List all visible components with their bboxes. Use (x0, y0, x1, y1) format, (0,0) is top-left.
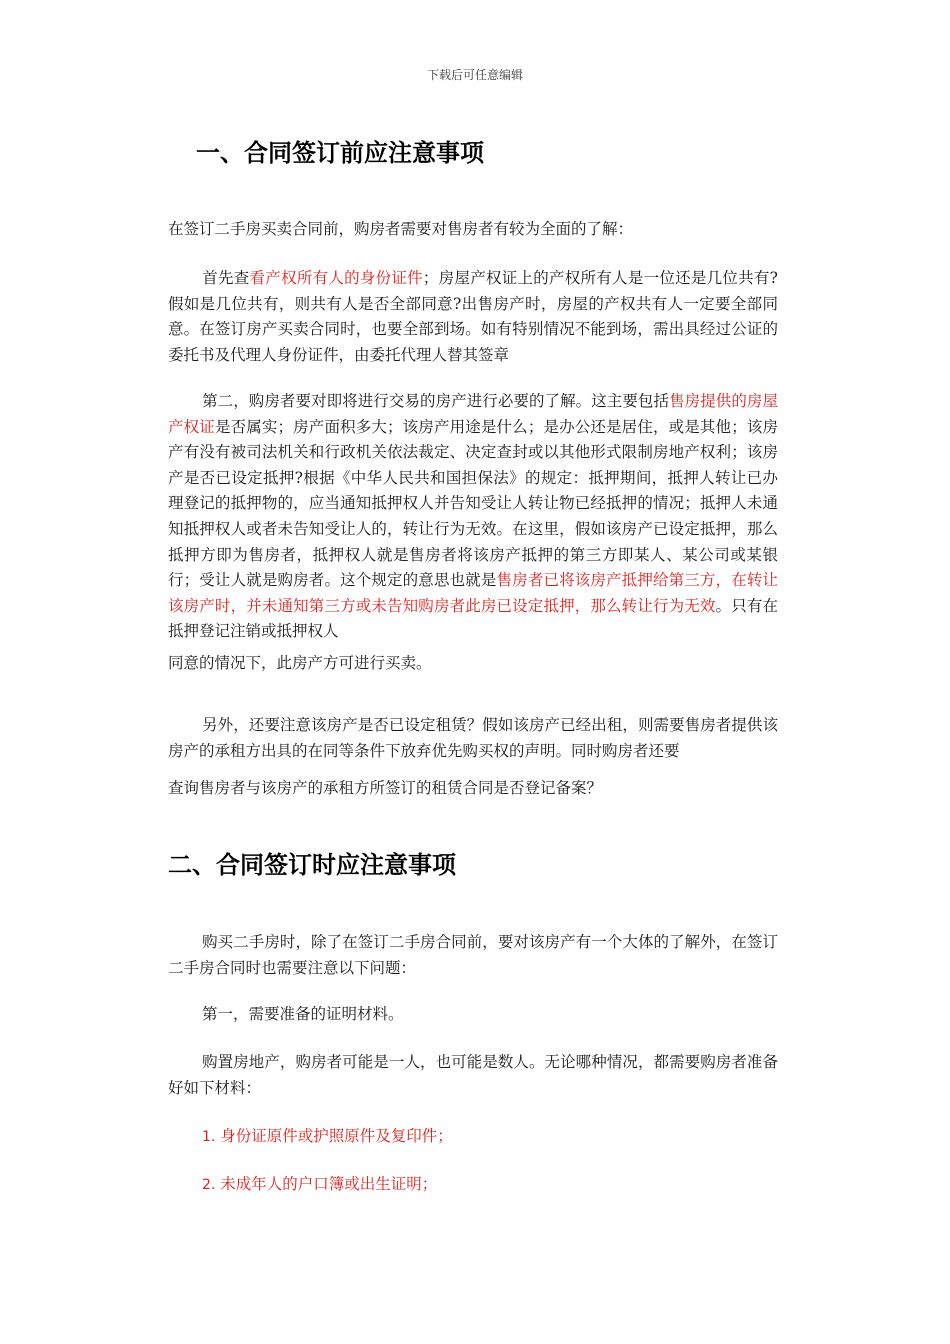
highlight-text: 售房提供的房屋产权证 (168, 392, 778, 436)
list-item (202, 1172, 437, 1198)
section-1-paragraph-identity (168, 266, 778, 368)
paragraph-text: 是否属实；房产面积多大；该房产用途是什么；是办公还是居住，或是其他；该房产有没有被司法机关和行政机关依法裁定、决定查封或以其他形式限制房地产权利；该房产是否已设定抵押?根据《中华人民共和国担保法》的规定：抵押期间，抵押人转让已办理登记的抵押物的，应当通知抵押权人并告知受让人转让物已经抵押的情况；抵押人未通知抵押权人或者未告知受让人的，转让行为无效。在这里，假如该房产已设定抵押，那么抵押方即为售房者，抵押权人就是售房者将该房产抵押的第三方即某人、某公司或某银行；受让人就是购房者。这个规定的意思也就是 (168, 417, 778, 590)
highlight-text: 看产权所有人的身份证件 (249, 269, 423, 287)
paragraph-text: ；房屋产权证上的产权所有人是一位还是几位共有?假如是几位共有，则共有人是否全部同意?出售房产时，房屋的产权共有人一定要全部同意。在签订房产买卖合同时，也要全部到场。如有特别情况不能到场，需出具经过公证的委托书及代理人身份证件，由委托代理人替其签章 (168, 269, 778, 364)
section-1-paragraph-lease-tail: 查询售房者与该房产的承租方所签订的租赁合同是否登记备案？ (168, 779, 603, 797)
page-header: 下载后可任意编辑 (426, 68, 523, 82)
section-2-paragraph-intro (168, 930, 778, 981)
highlight-text: 售房者已将该房产抵押给第三方，在转让该房产时，并未通知第三方或未告知购房者此房已设定抵押，那么转让行为无效 (168, 571, 778, 615)
section-2-heading: 二、合同签订时应注意事项 (168, 851, 456, 879)
section-1-paragraph-property (168, 389, 778, 645)
paragraph-text: 首先查 (202, 269, 250, 287)
paragraph-text: 第二，购房者要对即将进行交易的房产进行必要的了解。这主要包括 (202, 392, 670, 410)
list-item (202, 1124, 453, 1150)
section-2-paragraph-buyers (168, 1050, 778, 1101)
paragraph-text: 第一，需要准备的证明材料。 (202, 1005, 404, 1023)
section-1-paragraph-property-tail: 同意的情况下，此房产方可进行买卖。 (168, 654, 432, 672)
list-item-number: 1. (202, 1129, 216, 1145)
paragraph-text: 购买二手房时，除了在签订二手房合同前，要对该房产有一个大体的了解外，在签订二手房合同时也需要注意以下问题： (168, 933, 778, 977)
section-1-paragraph-lease (168, 713, 778, 764)
paragraph-text: 。只有在抵押登记注销或抵押权人 (168, 596, 778, 641)
list-item-number: 2. (202, 1177, 216, 1193)
paragraph-text: 另外，还要注意该房产是否已设定租赁？假如该房产已经出租，则需要售房者提供该房产的承租方出具的在同等条件下放弃优先购买权的声明。同时购房者还要 (168, 716, 778, 760)
section-1-intro: 在签订二手房买卖合同前，购房者需要对售房者有较为全面的了解： (168, 220, 634, 238)
section-1-heading: 一、合同签订前应注意事项 (196, 139, 484, 167)
paragraph-text: 购置房地产，购房者可能是一人，也可能是数人。无论哪种情况，都需要购房者准备好如下材料： (168, 1053, 778, 1097)
section-2-paragraph-materials (168, 1002, 778, 1028)
list-item-text: 未成年人的户口簿或出生证明； (220, 1175, 438, 1193)
list-item-text: 身份证原件或护照原件及复印件； (220, 1127, 453, 1145)
